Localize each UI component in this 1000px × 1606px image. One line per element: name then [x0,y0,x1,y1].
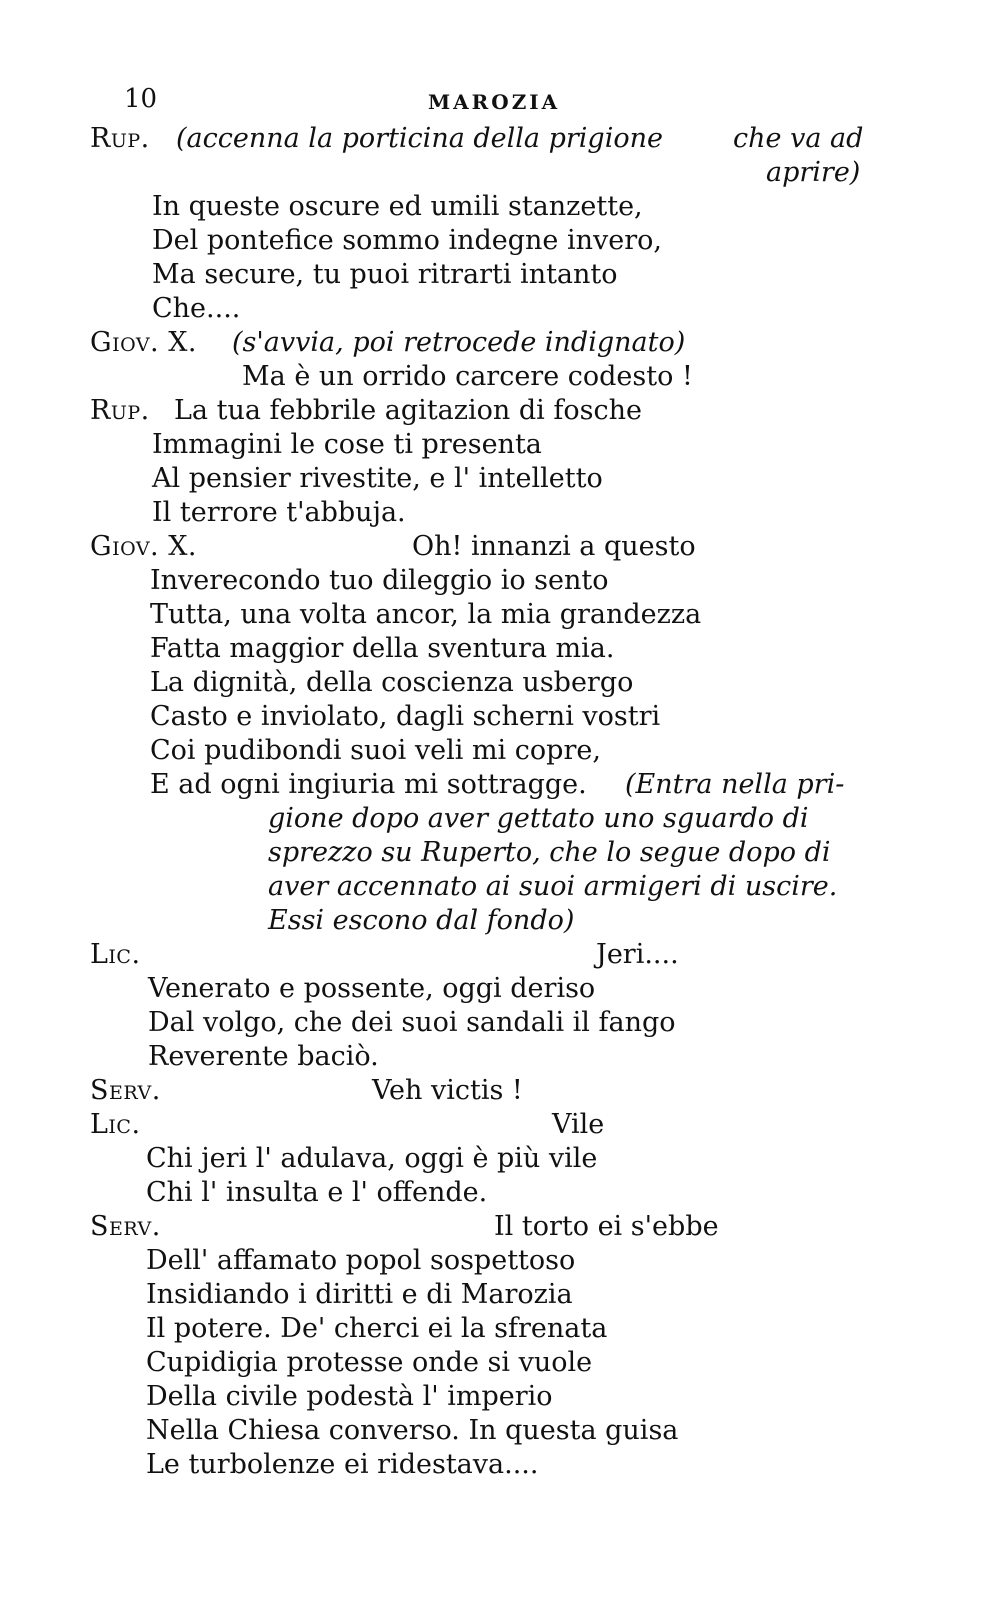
verse-line: Vile [552,1109,605,1140]
verse-line: Veh victis ! [372,1075,523,1106]
verse-line: Che.... [152,293,241,324]
verse-line: Tutta, una volta ancor, la mia grandezza [150,599,702,630]
verse-line: Chi jeri l' adulava, oggi è più vile [146,1143,598,1174]
verse-line: Dell' affamato popol sospettoso [146,1245,576,1276]
verse-line: La dignità, della coscienza usbergo [150,667,634,698]
stage-direction: (accenna la porticina della prigione [176,123,663,154]
verse-line: In queste oscure ed umili stanzette, [152,191,643,222]
speaker-label: Giov. X. [90,531,198,562]
running-title: MAROZIA [428,90,561,114]
stage-direction: aver accennato ai suoi armigeri di uscire. [268,871,838,902]
verse-line: La tua febbrile agitazion di fosche [174,395,642,426]
speaker-label: Serv. [90,1211,161,1242]
verse-line: Jeri.... [596,939,679,970]
stage-direction: (Entra nella pri- [625,769,845,800]
verse-line: Ma è un orrido carcere codesto ! [242,361,693,392]
verse-line: Insidiando i diritti e di Marozia [146,1279,573,1310]
verse-line: Coi pudibondi suoi veli mi copre, [150,735,601,766]
verse-line: Casto e inviolato, dagli scherni vostri [150,701,661,732]
speaker-label: Rup. [90,123,150,154]
speaker-label: Rup. [90,395,150,426]
verse-line: Cupidigia protesse onde si vuole [146,1347,593,1378]
stage-direction: aprire) [766,157,861,188]
stage-direction: che va ad [733,123,864,154]
speaker-label: Lic. [90,1109,141,1140]
verse-line: Le turbolenze ei ridestava.... [146,1449,539,1480]
stage-direction: sprezzo su Ruperto, che lo segue dopo di [268,837,831,868]
verse-line: Ma secure, tu puoi ritrarti intanto [152,259,618,290]
verse-line: Della civile podestà l' imperio [146,1381,553,1412]
verse-line: Chi l' insulta e l' offende. [146,1177,488,1208]
stage-direction: Essi escono dal fondo) [268,905,575,936]
stage-direction: gione dopo aver gettato uno sguardo di [268,803,809,834]
verse-line: Immagini le cose ti presenta [152,429,542,460]
verse-line: E ad ogni ingiuria mi sottragge. [150,769,587,800]
verse-line: Venerato e possente, oggi deriso [148,973,596,1004]
verse-line: Oh! innanzi a questo [412,531,696,562]
verse-line: Il terrore t'abbuja. [152,497,406,528]
speaker-label: Lic. [90,939,141,970]
speaker-label: Giov. X. [90,327,198,358]
verse-line: Del pontefice sommo indegne invero, [152,225,662,256]
speaker-label: Serv. [90,1075,161,1106]
stage-direction: (s'avvia, poi retrocede indignato) [232,327,686,358]
verse-line: Inverecondo tuo dileggio io sento [150,565,609,596]
verse-line: Al pensier rivestite, e l' intelletto [152,463,603,494]
page-number: 10 [124,84,158,114]
verse-line: Il torto ei s'ebbe [494,1211,719,1242]
verse-line: Reverente baciò. [148,1041,379,1072]
verse-line: Nella Chiesa converso. In questa guisa [146,1415,679,1446]
verse-line: Dal volgo, che dei suoi sandali il fango [148,1007,676,1038]
verse-line: Il potere. De' cherci ei la sfrenata [146,1313,608,1344]
verse-line: Fatta maggior della sventura mia. [150,633,615,664]
